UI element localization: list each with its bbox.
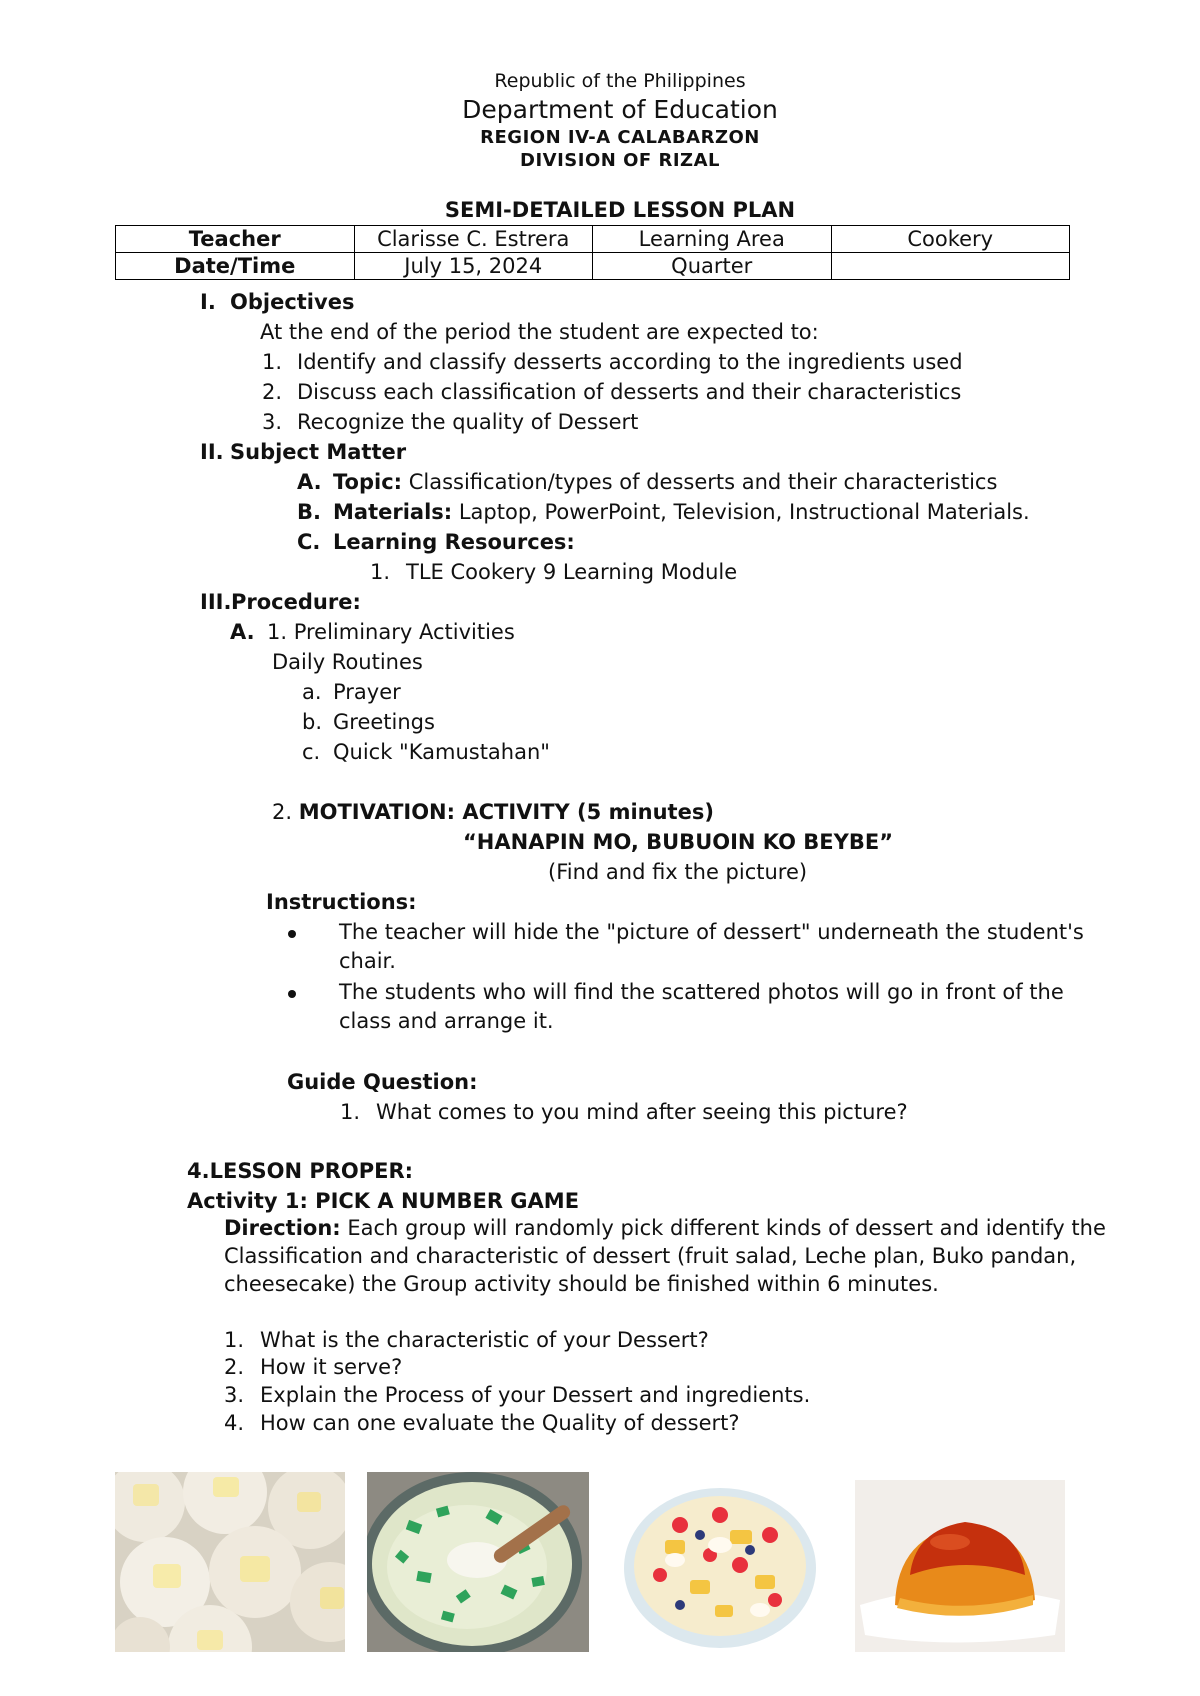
bullet-icon	[288, 930, 296, 938]
date-label: Date/Time	[116, 253, 355, 280]
instructions-label: Instructions:	[266, 890, 417, 914]
direction-text: Each group will randomly pick different kinds of dessert and identify the	[340, 1216, 1106, 1240]
topic-letter: A.	[297, 470, 322, 494]
guide-question: What comes to you mind after seeing this picture?	[376, 1100, 908, 1124]
fruit-salad-icon	[620, 1480, 820, 1652]
motivation-num: 2.	[272, 800, 293, 824]
list-item-num: 1.	[262, 350, 283, 374]
question-item: How can one evaluate the Quality of dessert?	[260, 1411, 740, 1435]
guide-num: 1.	[340, 1100, 361, 1124]
area-label: Learning Area	[593, 226, 832, 253]
instruction-line: The teacher will hide the "picture of dessert" underneath the student's	[339, 920, 1084, 944]
routine-item: Greetings	[333, 710, 435, 734]
question-num: 3.	[224, 1383, 245, 1407]
materials-letter: B.	[297, 500, 321, 524]
quarter-value	[831, 253, 1070, 280]
doc-title: SEMI-DETAILED LESSON PLAN	[444, 198, 796, 222]
list-item: Identify and classify desserts according to the ingredients used	[297, 350, 963, 374]
topic-value: Classification/types of desserts and their characteristics	[402, 470, 998, 494]
guide-label: Guide Question:	[287, 1070, 478, 1094]
info-table	[115, 225, 1070, 280]
question-num: 1.	[224, 1328, 245, 1352]
lesson-heading: 4.LESSON PROPER:	[187, 1159, 414, 1183]
quarter-label: Quarter	[593, 253, 832, 280]
question-item: What is the characteristic of your Dessert?	[260, 1328, 709, 1352]
table-row	[116, 253, 1070, 280]
resource-num: 1.	[370, 560, 391, 584]
materials-line	[333, 500, 1030, 524]
teacher-value: Clarisse C. Estrera	[354, 226, 593, 253]
procedure-num: III.	[200, 590, 232, 614]
question-num: 4.	[224, 1411, 245, 1435]
date-value: July 15, 2024	[354, 253, 593, 280]
list-item-num: 2.	[262, 380, 283, 404]
objectives-num: I.	[200, 290, 216, 314]
question-item: Explain the Process of your Dessert and ingredients.	[260, 1383, 811, 1407]
division-line: DIVISION OF RIZAL	[520, 150, 720, 171]
question-num: 2.	[224, 1355, 245, 1379]
instruction-line: chair.	[339, 949, 396, 973]
procedure-heading: Procedure:	[231, 590, 361, 614]
daily-routines: Daily Routines	[272, 650, 423, 674]
objectives-intro: At the end of the period the student are expected to:	[260, 320, 819, 344]
direction-line: cheesecake) the Group activity should be finished within 6 minutes.	[224, 1272, 939, 1296]
direction-line	[224, 1216, 1106, 1240]
department-line: Department of Education	[462, 95, 778, 124]
motivation-title: MOTIVATION: ACTIVITY (5 minutes)	[298, 800, 714, 824]
instruction-line: The students who will find the scattered photos will go in front of the	[339, 980, 1064, 1004]
routine-item: Prayer	[333, 680, 401, 704]
buko-pandan-icon	[367, 1472, 589, 1652]
republic-line: Republic of the Philippines	[494, 70, 746, 92]
resource-item: TLE Cookery 9 Learning Module	[406, 560, 738, 584]
question-item: How it serve?	[260, 1355, 403, 1379]
instruction-line: class and arrange it.	[339, 1009, 554, 1033]
bullet-icon	[288, 990, 296, 998]
resources-letter: C.	[297, 530, 321, 554]
area-value: Cookery	[831, 226, 1070, 253]
game-title: “HANAPIN MO, BUBUOIN KO BEYBE”	[463, 830, 893, 854]
region-line: REGION IV-A CALABARZON	[480, 127, 760, 148]
subject-num: II.	[200, 440, 224, 464]
direction-label: Direction:	[224, 1216, 341, 1240]
game-subtitle: (Find and fix the picture)	[548, 860, 808, 884]
topic-label: Topic:	[333, 470, 403, 494]
subject-heading: Subject Matter	[230, 440, 407, 464]
prelim-activities: 1. Preliminary Activities	[267, 620, 515, 644]
procedure-a-letter: A.	[230, 620, 255, 644]
routine-letter: b.	[302, 710, 323, 734]
materials-value: Laptop, PowerPoint, Television, Instructional Materials.	[452, 500, 1030, 524]
leche-flan-icon	[855, 1480, 1065, 1652]
resources-label: Learning Resources:	[333, 530, 575, 554]
activity-title: Activity 1: PICK A NUMBER GAME	[187, 1189, 580, 1213]
list-item-num: 3.	[262, 410, 283, 434]
routine-letter: a.	[302, 680, 322, 704]
routine-item: Quick "Kamustahan"	[333, 740, 550, 764]
list-item: Discuss each classification of desserts and their characteristics	[297, 380, 962, 404]
table-row	[116, 226, 1070, 253]
motivation-line	[272, 800, 714, 824]
list-item: Recognize the quality of Dessert	[297, 410, 639, 434]
topic-line	[333, 470, 997, 494]
routine-letter: c.	[302, 740, 321, 764]
objectives-heading: Objectives	[230, 290, 355, 314]
teacher-label: Teacher	[116, 226, 355, 253]
puto-cheese-icon	[115, 1472, 345, 1652]
direction-line: Classification and characteristic of dessert (fruit salad, Leche plan, Buko pandan,	[224, 1244, 1077, 1268]
materials-label: Materials:	[333, 500, 453, 524]
